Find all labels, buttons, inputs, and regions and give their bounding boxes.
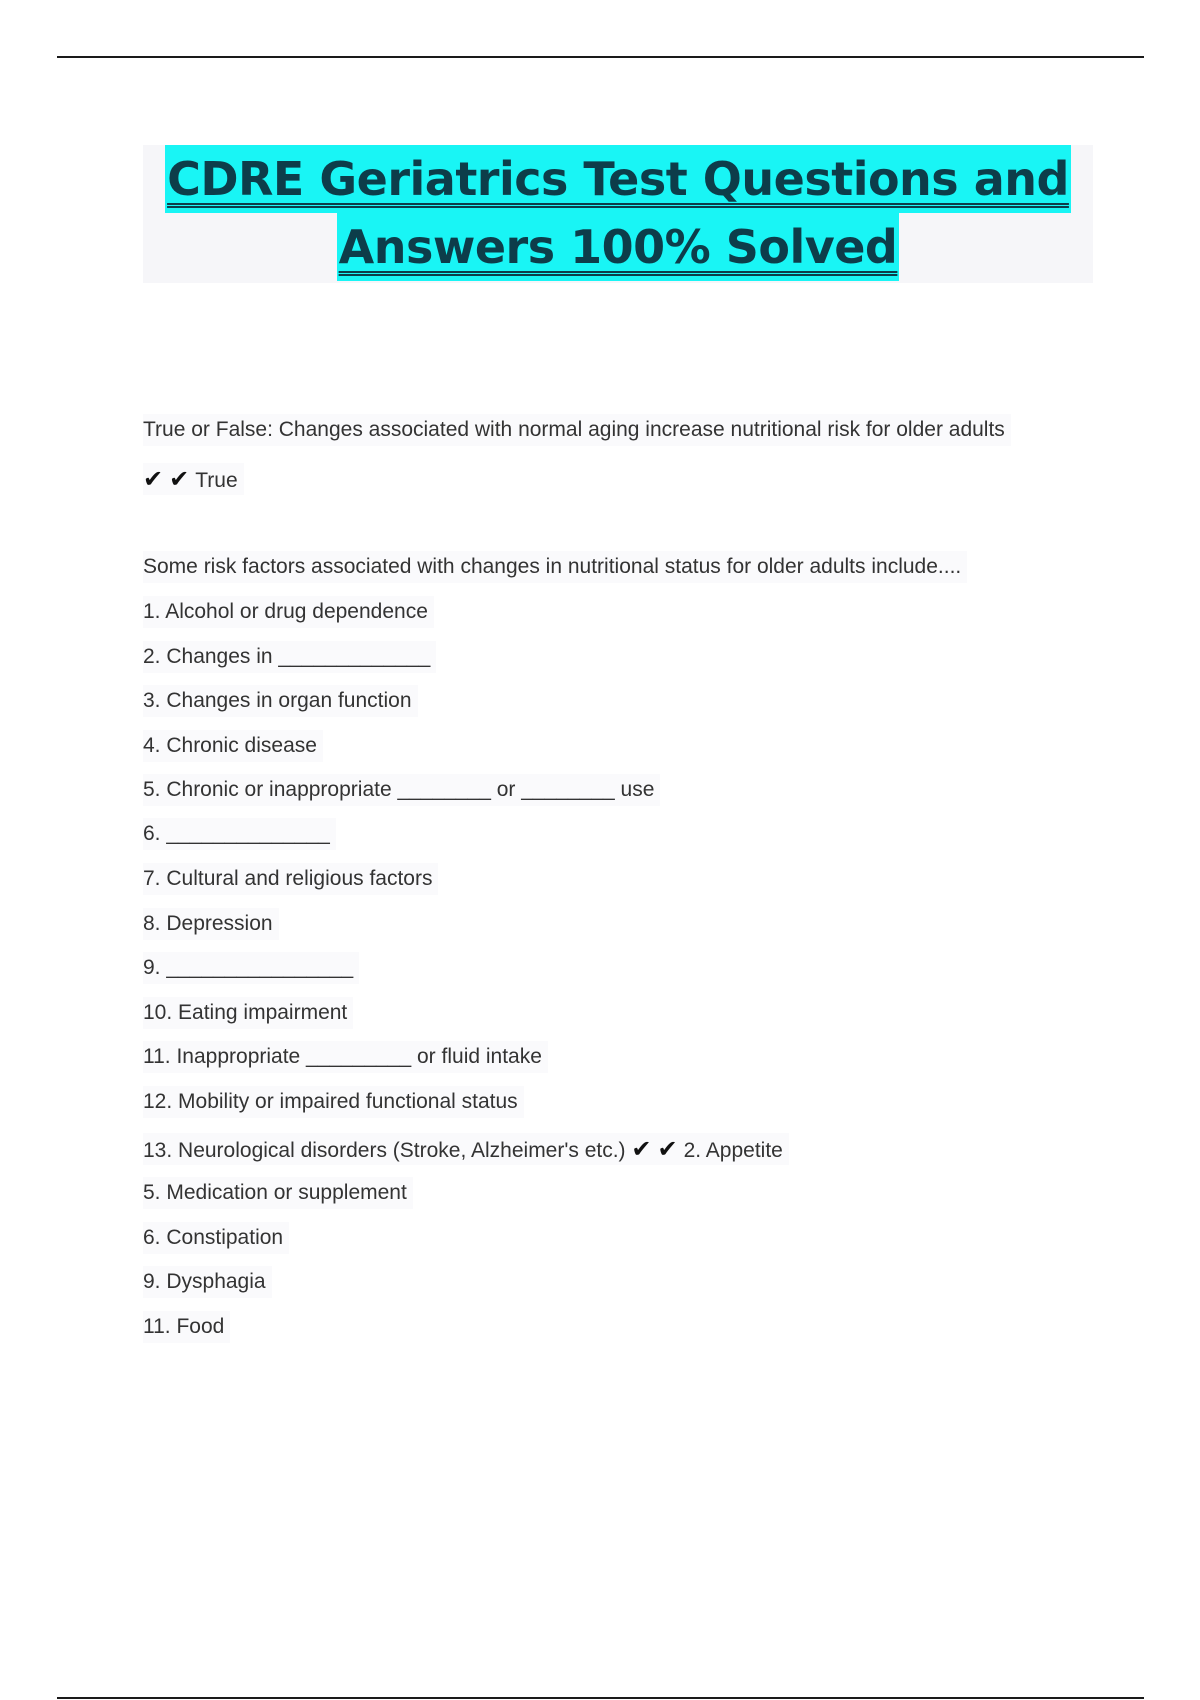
title-line-1: CDRE Geriatrics Test Questions and: [165, 145, 1071, 213]
answer-item: 11. Food: [143, 1311, 230, 1343]
checkmark-icon: ✔: [143, 465, 164, 493]
bottom-rule: [57, 1697, 1144, 1699]
answer-item: 6. Constipation: [143, 1222, 289, 1254]
top-rule: [57, 56, 1144, 58]
list-item: 8. Depression: [143, 908, 279, 940]
checkmark-icon: ✔: [657, 1135, 678, 1163]
question-1: True or False: Changes associated with normal aging increase nutritional risk for older adults: [143, 414, 1011, 446]
list-item-13: [143, 1133, 789, 1165]
title-line-2: Answers 100% Solved: [337, 213, 900, 281]
list-item: 11. Inappropriate _________ or fluid intake: [143, 1041, 548, 1073]
answer-2-start: 2. Appetite: [683, 1139, 783, 1162]
checkmark-icon: ✔: [631, 1135, 652, 1163]
list-item-13-text: 13. Neurological disorders (Stroke, Alzheimer's etc.): [143, 1139, 626, 1162]
list-item: 9. ________________: [143, 952, 359, 984]
list-item: 12. Mobility or impaired functional status: [143, 1086, 524, 1118]
question-2: Some risk factors associated with changes in nutritional status for older adults include....: [143, 551, 967, 583]
checkmark-icon: ✔: [169, 465, 190, 493]
list-item: 4. Chronic disease: [143, 730, 323, 762]
list-item: 3. Changes in organ function: [143, 685, 418, 717]
answer-1: [143, 463, 244, 495]
list-item: 10. Eating impairment: [143, 997, 353, 1029]
answer-1-text: True: [195, 469, 238, 492]
answer-item: 9. Dysphagia: [143, 1266, 272, 1298]
list-item: 1. Alcohol or drug dependence: [143, 596, 434, 628]
list-item: 7. Cultural and religious factors: [143, 863, 438, 895]
list-item: 6. ______________: [143, 818, 336, 850]
list-item: 5. Chronic or inappropriate ________ or ________ use: [143, 774, 660, 806]
answer-item: 5. Medication or supplement: [143, 1177, 413, 1209]
list-item: 2. Changes in _____________: [143, 641, 436, 673]
document-title: [143, 145, 1093, 283]
